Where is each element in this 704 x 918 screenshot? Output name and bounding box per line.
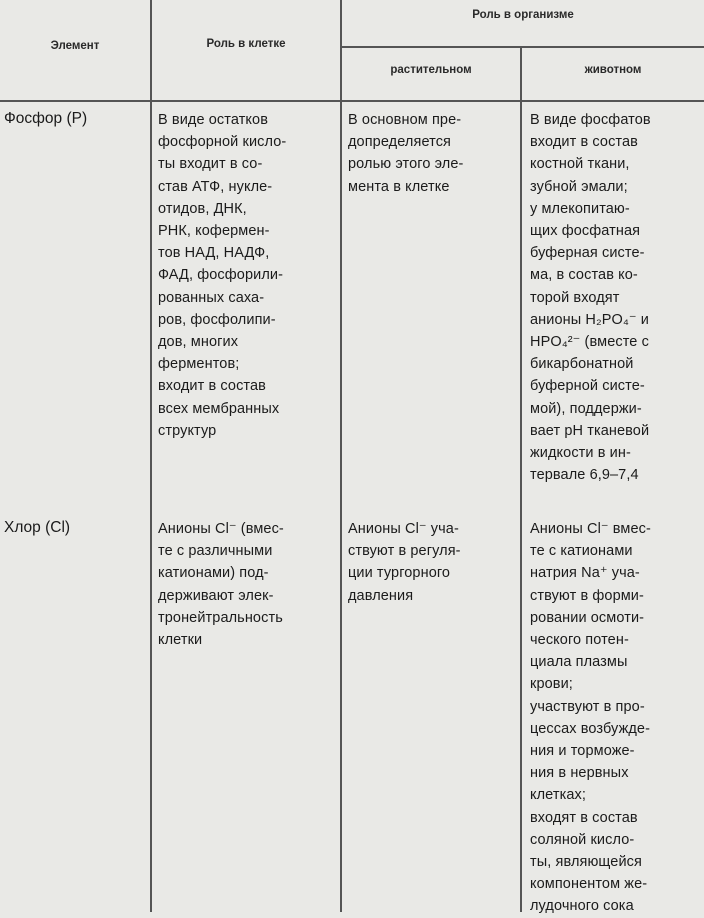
phosphorus-cell-role: В виде остатков фосфорной кисло- ты входит в со- став АТФ, нукле- отидов, ДНК, РНК, кофермен- тов НАД, НАДФ, ФАД, фосфорили- рованных саха- ров, фосфолипи- дов, многих ферментов; входит в состав всех мембранных структур [158,112,287,439]
element-phosphorus: Фосфор (Р) [4,110,88,127]
chlorine-cell-role: Анионы Cl⁻ (вмес- те с различными катионами) под- держивают элек- тронейтральность клетки [158,521,284,649]
header-subdivider [340,46,704,48]
column-divider-3 [520,46,522,912]
header-cell-role: Роль в клетке [206,38,286,50]
chlorine-plant-role: Анионы Cl⁻ уча- ствуют в регуля- ции тургорного давления [348,521,461,604]
phosphorus-plant-role: В основном пре- допределяется ролью этого эле- мента в клетке [348,112,464,195]
column-divider-2 [340,0,342,912]
phosphorus-animal-role: В виде фосфатов входит в состав костной ткани, зубной эмали; у млекопитаю- щих фосфатная буферная систе- ма, в состав ко- торой входят анионы H₂PO₄⁻ и HPO₄²⁻ (вместе с бикарбонатной буферной систе- мой), поддержи- вает pH тканевой жидкости в ин- тервале 6,9–7,4 [530,112,651,484]
header-element: Элемент [50,40,100,52]
header-animal: животном [584,64,642,76]
chlorine-animal-role: Анионы Cl⁻ вмес- те с катионами натрия Na⁺ уча- ствуют в форми- ровании осмоти- ческого потен- циала плазмы крови; участвуют в про- цессах возбужде- ния и торможе- ния в нервных клетках; входят в состав соляной кисло- ты, являющейся компонентом же- лудочного сока [530,521,651,915]
header-bottom-border [0,100,704,102]
header-organism-role: Роль в организме [472,9,574,21]
element-chlorine: Хлор (Cl) [4,519,71,536]
column-divider-1 [150,0,152,912]
header-plant: растительном [390,64,472,76]
